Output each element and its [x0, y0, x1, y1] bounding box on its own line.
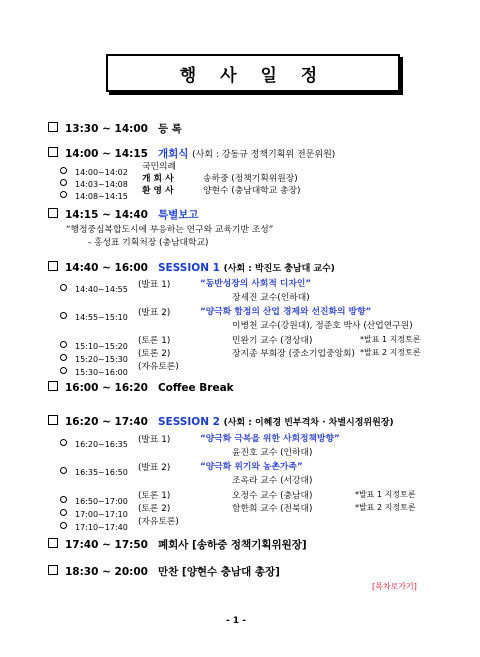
square-bullet-icon [48, 538, 58, 548]
item-role: (발표 2) [138, 308, 171, 318]
item-time: 16:35~16:50 [75, 468, 128, 477]
item-time: 14:55~15:10 [75, 313, 128, 322]
square-bullet-icon [48, 122, 58, 132]
item-role: 국민의례 [142, 162, 176, 172]
talk-title: “양극화 함정의 산업 경제와 선진화의 방향” [200, 307, 372, 317]
section-opening [48, 146, 335, 161]
talk-title: “동반성장의 사회적 디자인” [200, 279, 312, 289]
item-time: 15:10~15:20 [75, 342, 128, 351]
talk-speaker: 이병천 교수(강원대), 정준호 박사 (산업연구원) [232, 321, 413, 331]
item-role: (자유토론) [138, 362, 179, 372]
item-note: *발표 2 지정토론 [360, 348, 421, 357]
item-role: (토론 1) [138, 491, 171, 501]
item-person: 양현수 (충남대학교 총장) [203, 186, 301, 196]
circle-bullet-icon [60, 439, 67, 446]
page-title: 행 사 일 정 [179, 65, 327, 86]
section-label: Coffee Break [157, 382, 234, 394]
title-box [106, 54, 400, 92]
section-time: 17:40 ~ 17:50 [65, 539, 148, 551]
item-time: 16:20~16:35 [75, 440, 128, 449]
circle-bullet-icon [60, 284, 67, 291]
talk-title: “양극화 위기와 농촌가족” [200, 462, 303, 472]
square-bullet-icon [48, 415, 58, 425]
item-role: (발표 1) [138, 435, 171, 445]
item-person: 함한희 교수 (전북대) [232, 504, 313, 514]
section-label: 등 록 [157, 123, 182, 135]
section-time: 14:00 ~ 14:15 [65, 148, 148, 160]
square-bullet-icon [48, 147, 58, 157]
list-item [60, 360, 128, 379]
moderator: (사회 : 이혜경 빈부격차 · 차별시정위원장) [223, 418, 394, 428]
item-time: 14:00~14:02 [75, 168, 128, 177]
talk-title: “양극화 극복을 위한 사회정책방향” [200, 434, 340, 444]
list-item [60, 460, 128, 479]
item-time: 14:40~14:55 [75, 285, 128, 294]
section-label: 만찬 [양현수 충남대 총장] [157, 566, 280, 578]
list-item [60, 515, 128, 534]
circle-bullet-icon [60, 467, 67, 474]
special-quote: “행정중심복합도시에 부응하는 연구와 교육기반 조성” [66, 225, 274, 235]
item-time: 17:00~17:10 [75, 510, 128, 519]
section-dinner [48, 564, 280, 579]
item-role: (토론 2) [138, 349, 171, 359]
circle-bullet-icon [60, 522, 67, 529]
item-role: (발표 2) [138, 463, 171, 473]
section-time: 18:30 ~ 20:00 [65, 566, 148, 578]
item-role: 환 영 사 [142, 186, 174, 196]
item-role: 개 회 사 [142, 174, 174, 184]
item-time: 17:10~17:40 [75, 523, 128, 532]
item-note: *발표 2 지정토론 [355, 503, 416, 512]
section-label: SESSION 2 [157, 416, 220, 428]
item-time: 15:20~15:30 [75, 355, 128, 364]
talk-speaker: 조옥라 교수 (서강대) [232, 476, 313, 486]
section-time: 14:40 ~ 16:00 [65, 262, 148, 274]
list-item [60, 432, 128, 451]
toc-link[interactable]: [목차로가기] [372, 582, 417, 591]
talk-speaker: 장세진 교수(인하대) [232, 293, 310, 303]
item-role: (발표 1) [138, 280, 171, 290]
section-label: SESSION 1 [157, 262, 220, 274]
item-time: 16:50~17:00 [75, 497, 128, 506]
item-role: (자유토론) [138, 517, 179, 527]
section-label: 폐회사 [송하중 정책기획위원장] [157, 539, 307, 551]
circle-bullet-icon [60, 367, 67, 374]
section-session-1 [48, 261, 335, 274]
item-role: (토론 1) [138, 336, 171, 346]
page-number: - 1 - [226, 616, 246, 626]
section-coffee-break [48, 381, 234, 394]
item-time: 15:30~16:00 [75, 368, 128, 377]
moderator: (사회 : 강동규 정책기획위 전문위원) [192, 150, 336, 160]
section-closing [48, 537, 307, 552]
special-speaker: - 홍성표 기획처장 (충남대학교) [88, 238, 209, 248]
list-item [60, 277, 128, 296]
circle-bullet-icon [60, 312, 67, 319]
section-label: 개회식 [157, 148, 189, 160]
section-label: 특별보고 [157, 209, 199, 221]
square-bullet-icon [48, 261, 58, 271]
item-person: 오정수 교수 (충남대) [232, 491, 313, 501]
item-role: (토론 2) [138, 504, 171, 514]
section-registration [48, 121, 182, 136]
item-time: 14:03~14:08 [75, 180, 128, 189]
square-bullet-icon [48, 208, 58, 218]
item-person: 장지종 부회장 (중소기업중앙회) [232, 349, 355, 359]
list-item [60, 184, 128, 203]
list-item [60, 305, 128, 324]
section-session-2 [48, 415, 394, 428]
section-time: 13:30 ~ 14:00 [65, 123, 148, 135]
square-bullet-icon [48, 381, 58, 391]
moderator: (사회 : 박진도 충남대 교수) [223, 264, 335, 274]
item-person: 송하중 (정책기획위원장) [203, 174, 298, 184]
item-note: *발표 1 지정토론 [360, 335, 421, 344]
item-person: 민완기 교수 (경상대) [232, 336, 313, 346]
item-note: *발표 1 지정토론 [355, 490, 416, 499]
section-time: 14:15 ~ 14:40 [65, 209, 148, 221]
talk-speaker: 윤진호 교수 (인하대) [232, 448, 313, 458]
circle-bullet-icon [60, 191, 67, 198]
section-time: 16:00 ~ 16:20 [65, 382, 148, 394]
square-bullet-icon [48, 565, 58, 575]
section-time: 16:20 ~ 17:40 [65, 416, 148, 428]
section-special-report [48, 207, 199, 222]
item-time: 14:08~14:15 [75, 192, 128, 201]
